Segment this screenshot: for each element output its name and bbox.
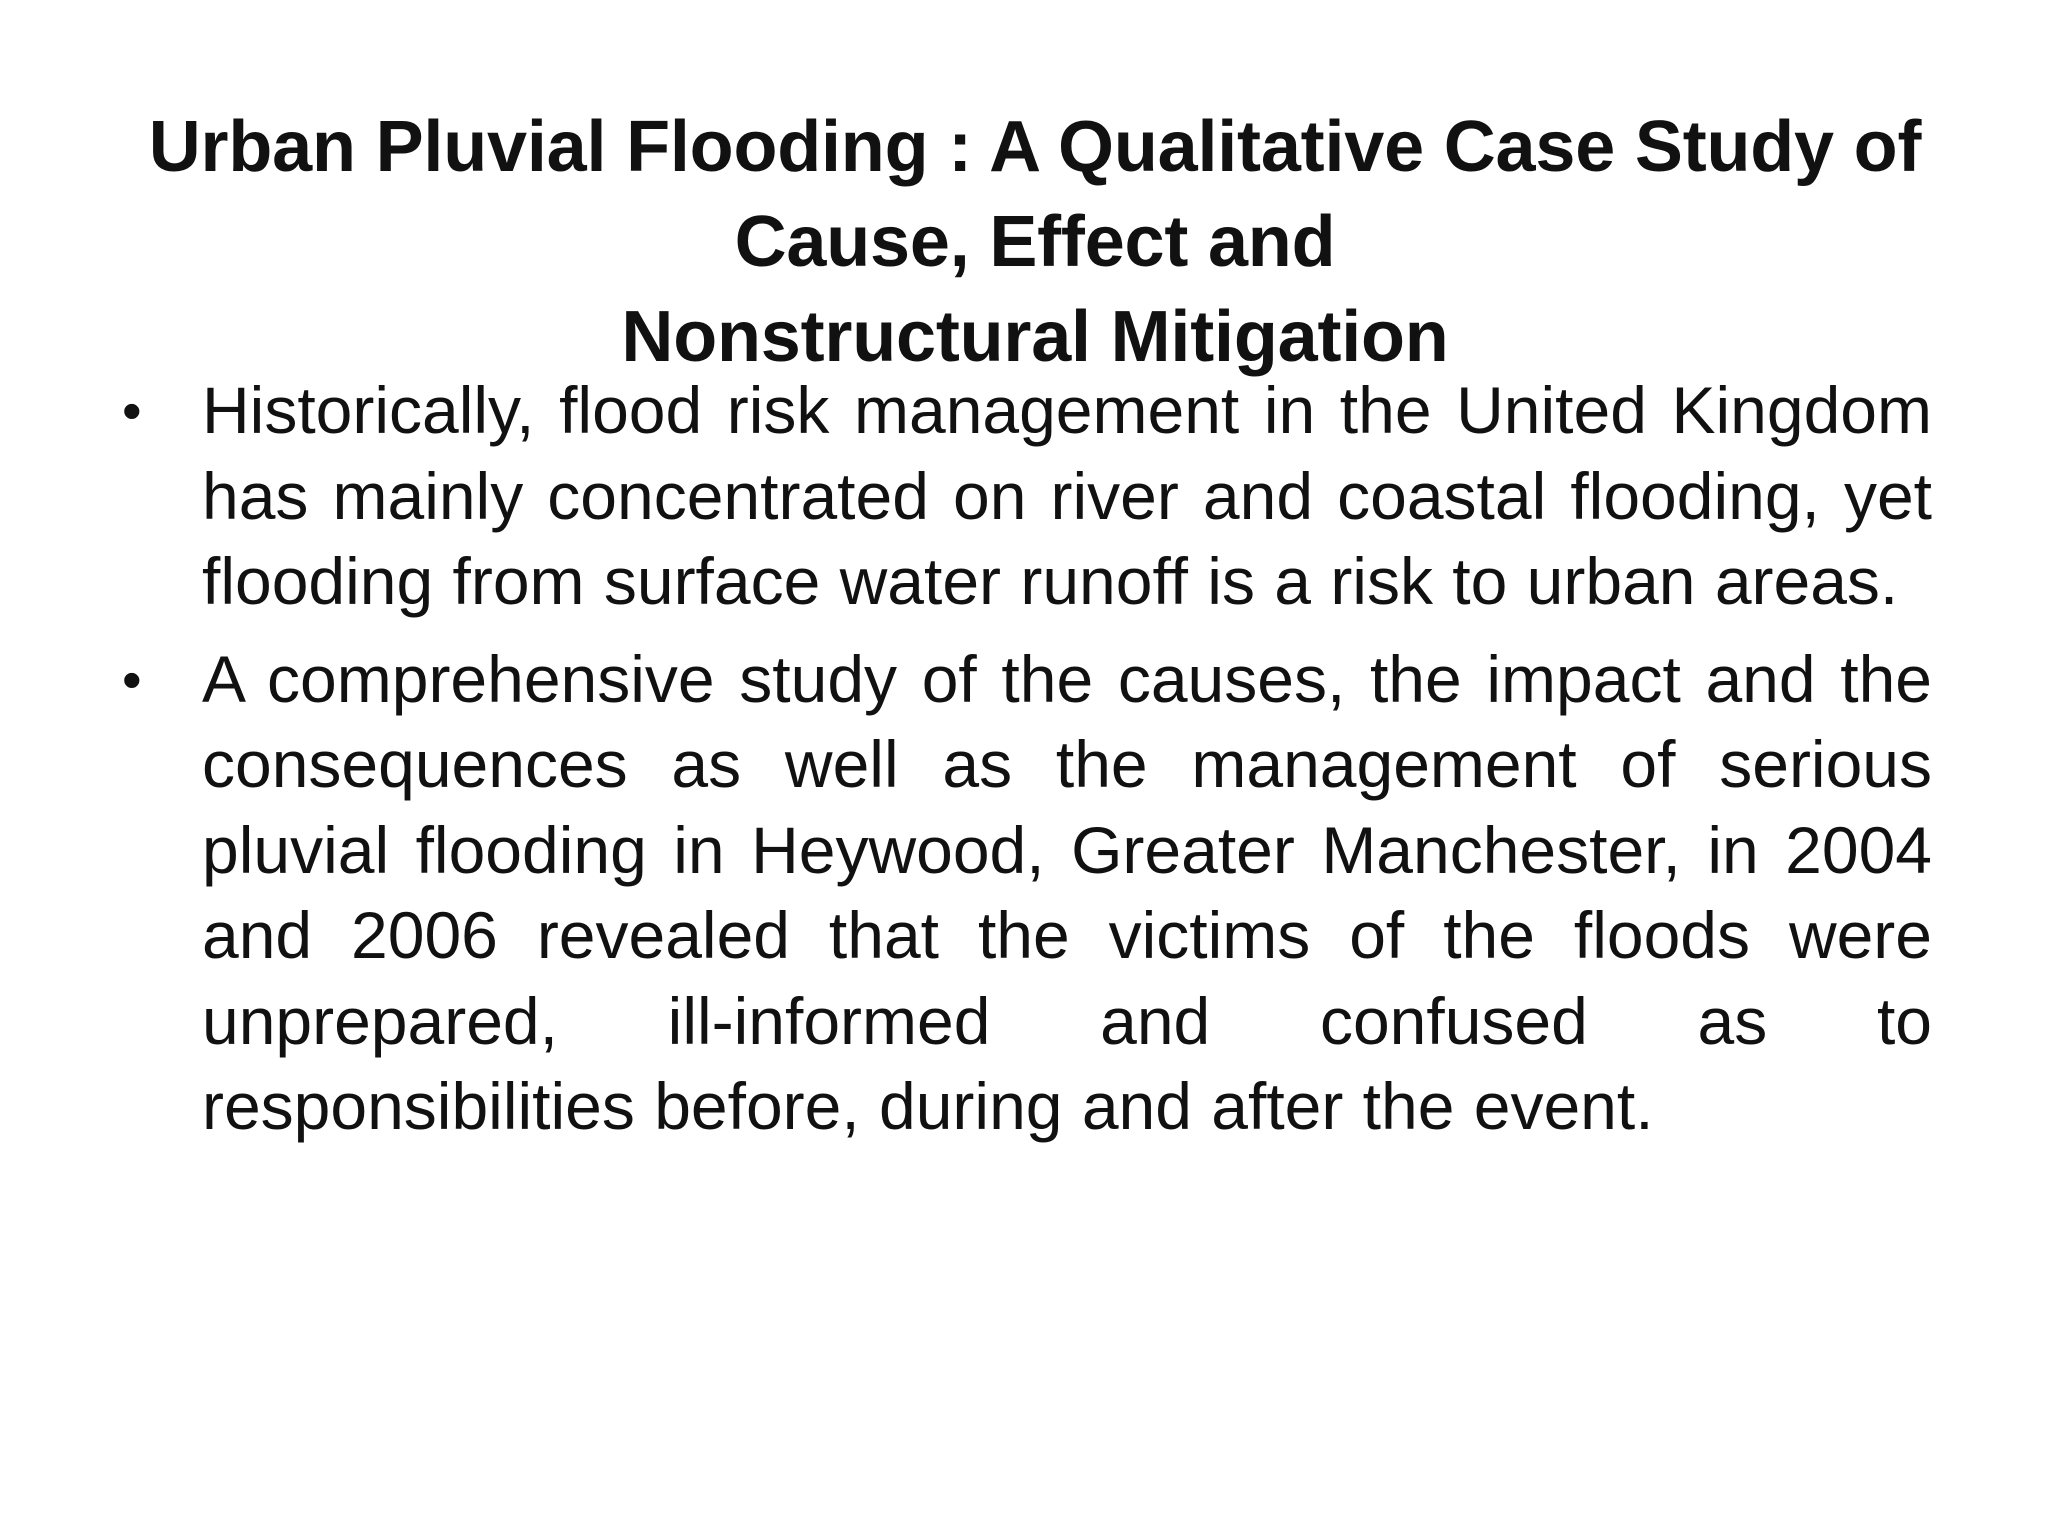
bullet-text: A comprehensive study of the causes, the impact and the consequences as well as the management of serious pluvial flooding in Heywood, Greater Manchester, in 2004 and 2006 revealed that the victims of the floods were unprepared, ill-informed and confused as to responsibilities before, during and after the event. (202, 641, 1932, 1143)
bullet-item (122, 368, 1932, 625)
bullet-item (122, 637, 1932, 1150)
bullet-icon: • (122, 379, 142, 442)
slide-title (120, 100, 1950, 385)
bullet-text: Historically, flood risk management in the United Kingdom has mainly concentrated on river and coastal flooding, yet flooding from surface water runoff is a risk to urban areas. (202, 373, 1932, 618)
bullet-icon: • (122, 647, 142, 711)
slide-title-line-2: Cause, Effect and (734, 202, 1336, 283)
bullet-list (122, 368, 1932, 1162)
slide-title-line-1: Urban Pluvial Flooding : A Qualitative Case Study of (148, 107, 1922, 188)
slide-title-line-3: Nonstructural Mitigation (621, 297, 1449, 378)
